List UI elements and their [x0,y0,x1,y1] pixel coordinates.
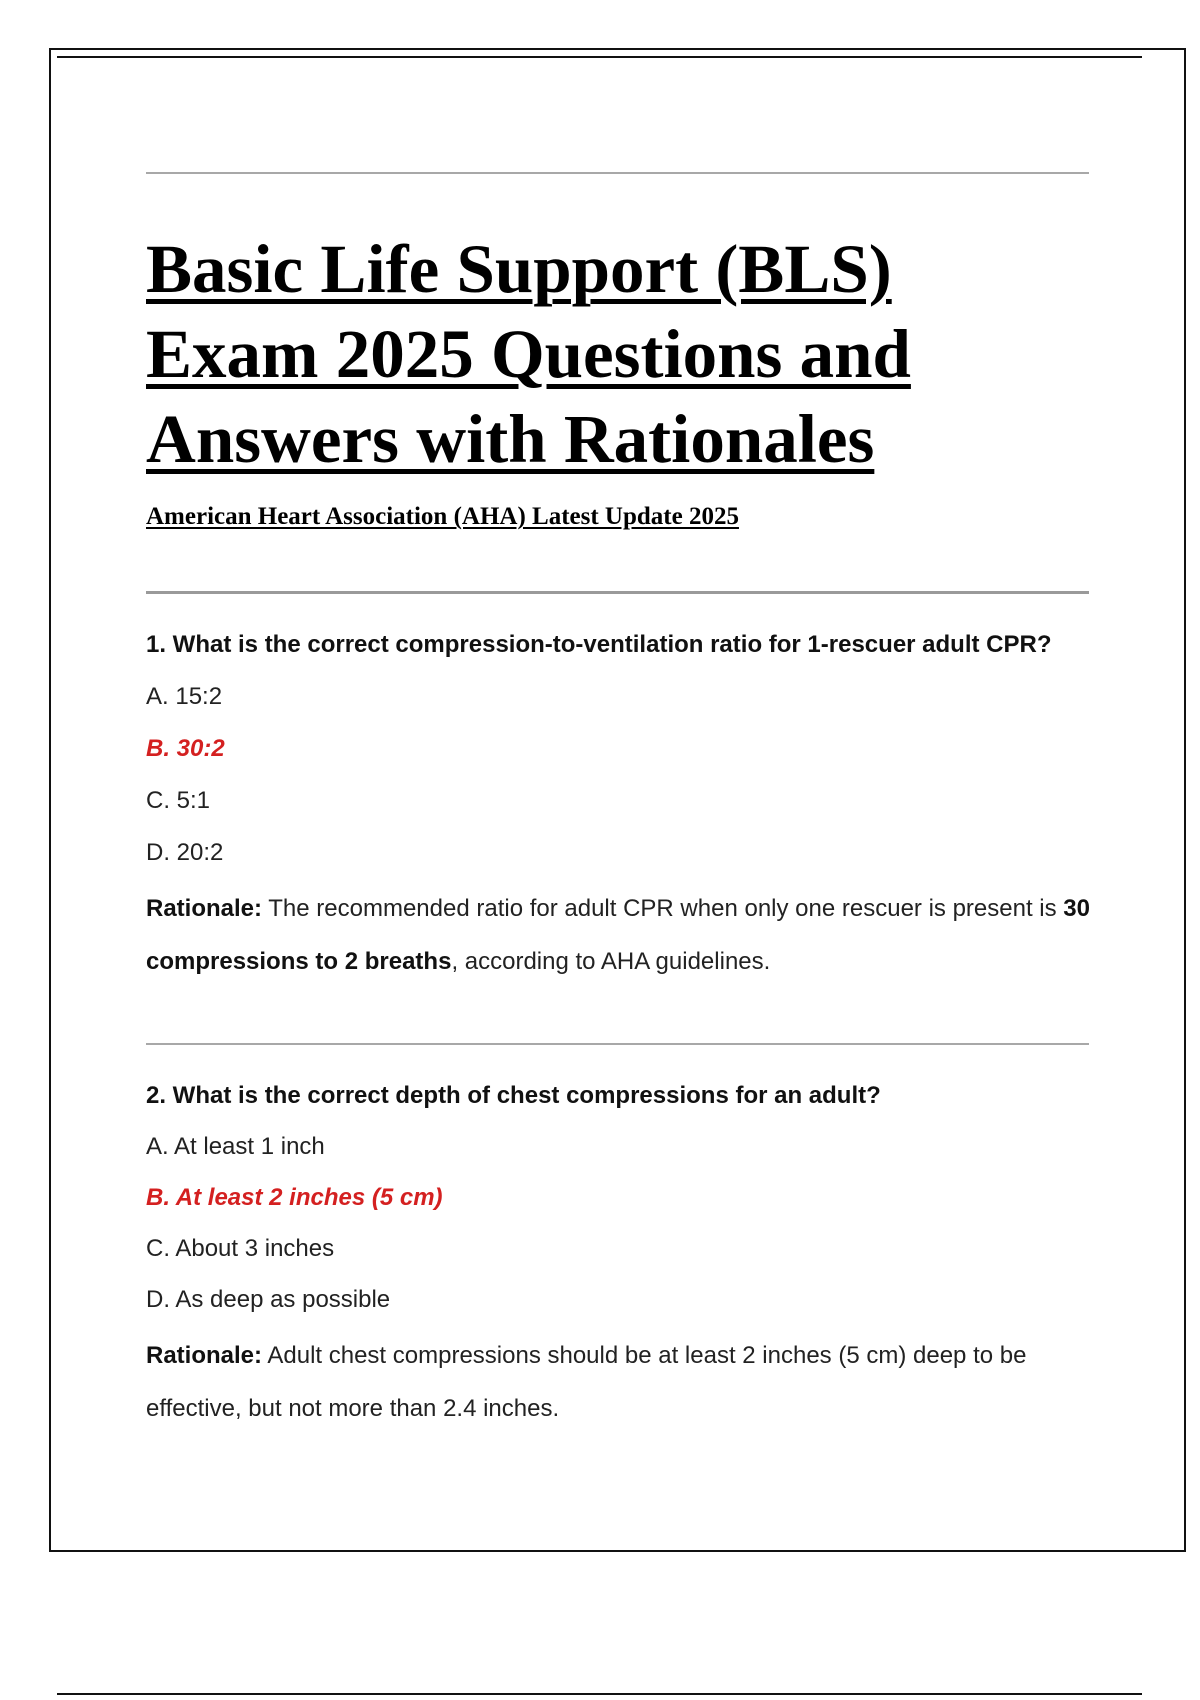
question-1-option-d: D. 20:2 [146,839,224,866]
divider-after-subtitle [146,591,1089,594]
question-1 [146,630,1106,988]
question-2-option-b-correct: B. At least 2 inches (5 cm) [146,1184,443,1211]
bottom-page-rule [57,1693,1142,1695]
divider-top [146,172,1089,174]
question-2 [146,1081,1106,1435]
question-2-rationale [146,1329,1106,1435]
title-line-1: Basic Life Support (BLS) [146,231,892,307]
title-line-2: Exam 2025 Questions and [146,316,911,392]
divider-between-questions [146,1043,1089,1045]
document-title [146,227,1106,482]
question-2-option-d: D. As deep as possible [146,1286,391,1313]
question-1-option-b-correct: B. 30:2 [146,735,225,762]
document-subtitle: American Heart Association (AHA) Latest Update 2025 [146,503,739,530]
question-2-option-c: C. About 3 inches [146,1235,335,1262]
question-2-text: 2. What is the correct depth of chest compressions for an adult? [146,1082,881,1109]
question-2-rationale-text: Adult chest compressions should be at least 2 inches (5 cm) deep to be effective, but not more than 2.4 inches. [146,1342,1027,1422]
question-1-rationale [146,882,1106,988]
question-1-rationale-emphasis: 30 compressions to 2 breaths [146,895,1090,975]
question-1-rationale-label: Rationale: [146,895,263,922]
title-line-3: Answers with Rationales [146,401,875,477]
question-1-rationale-text: The recommended ratio for adult CPR when only one rescuer is present is [262,895,1064,922]
question-1-option-a: A. 15:2 [146,683,223,710]
question-2-rationale-label: Rationale: [146,1342,263,1369]
frame-top-rule [57,56,1142,58]
question-2-option-a: A. At least 1 inch [146,1133,325,1160]
question-1-text: 1. What is the correct compression-to-ventilation ratio for 1-rescuer adult CPR? [146,631,1052,658]
question-1-option-c: C. 5:1 [146,787,211,814]
question-1-rationale-text-end: , according to AHA guidelines. [451,948,771,975]
